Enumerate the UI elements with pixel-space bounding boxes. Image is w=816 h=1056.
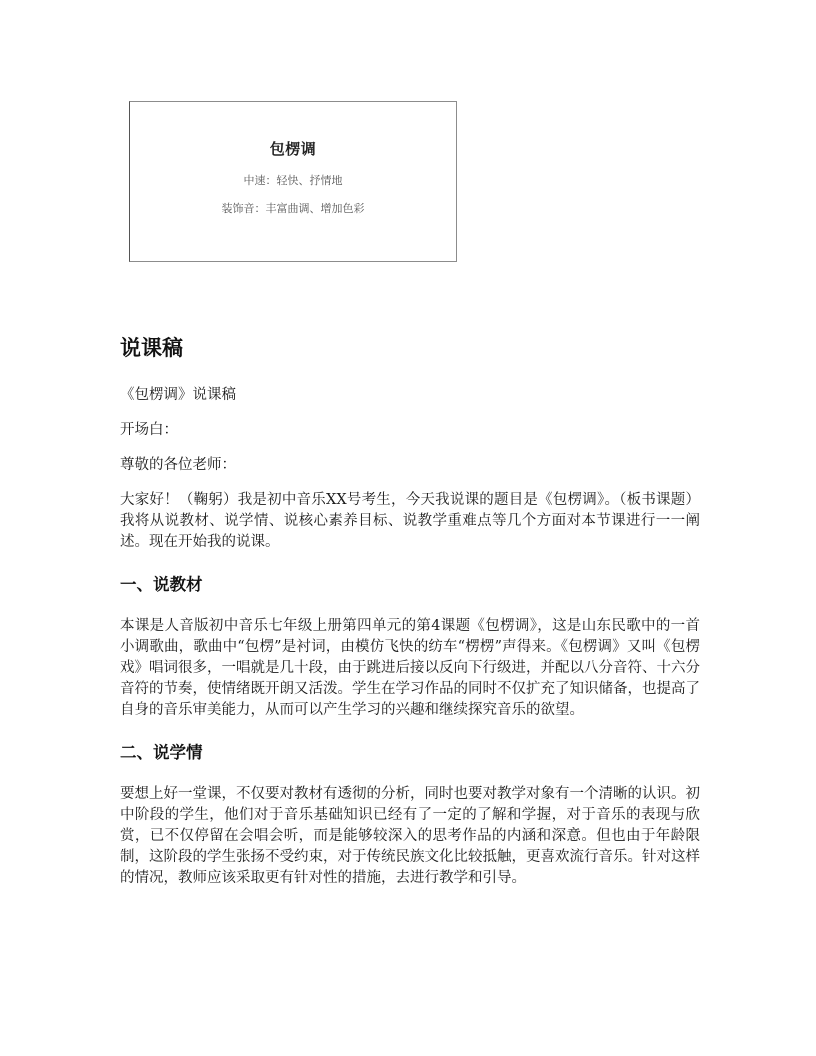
greeting: 尊敬的各位老师：	[120, 457, 236, 473]
board-tempo-line: 中速：轻快、抒情地	[243, 174, 343, 187]
document-body	[120, 334, 700, 903]
board-title: 包楞调	[269, 140, 317, 158]
document-title: 说课稿	[120, 336, 183, 360]
section-heading-students: 二、说学情	[120, 743, 203, 762]
board-ornament-line: 装饰音：丰富曲调、增加色彩	[221, 202, 365, 215]
section-heading-textbook: 一、说教材	[120, 575, 203, 594]
opening-label: 开场白：	[120, 422, 178, 438]
opening-paragraph: 大家好！（鞠躬）我是初中音乐XX号考生，今天我说课的题目是《包楞调》。（板书课题）我将从说教材、说学情、说核心素养目标、说教学重难点等几个方面对本节课进行一一阐述。现在开始我的说课。	[120, 492, 700, 550]
section-paragraph-textbook: 本课是人音版初中音乐七年级上册第四单元的第4课题《包楞调》，这是山东民歌中的一首小调歌曲，歌曲中“包楞”是衬词，由模仿飞快的纺车“楞楞”声得来。《包楞调》又叫《包楞戏》唱词很多，一唱就是几十段，由于跳进后接以反向下行级进，并配以八分音符、十六分音符的节奏，使情绪既开朗又活泼。学生在学习作品的同时不仅扩充了知识储备，也提高了自身的音乐审美能力，从而可以产生学习的兴趣和继续探究音乐的欲望。	[120, 618, 700, 718]
blackboard-figure	[129, 101, 457, 262]
section-paragraph-students: 要想上好一堂课，不仅要对教材有透彻的分析，同时也要对教学对象有一个清晰的认识。初中阶段的学生，他们对于音乐基础知识已经有了一定的了解和学握，对于音乐的表现与欣赏，已不仅停留在会唱会听，而是能够较深入的思考作品的内涵和深意。但也由于年龄限制，这阶段的学生张扬不受约束，对于传统民族文化比较抵触，更喜欢流行音乐。针对这样的情况，教师应该采取更有针对性的措施，去进行教学和引导。	[120, 786, 700, 886]
lecture-title: 《包楞调》说课稿	[120, 387, 236, 403]
